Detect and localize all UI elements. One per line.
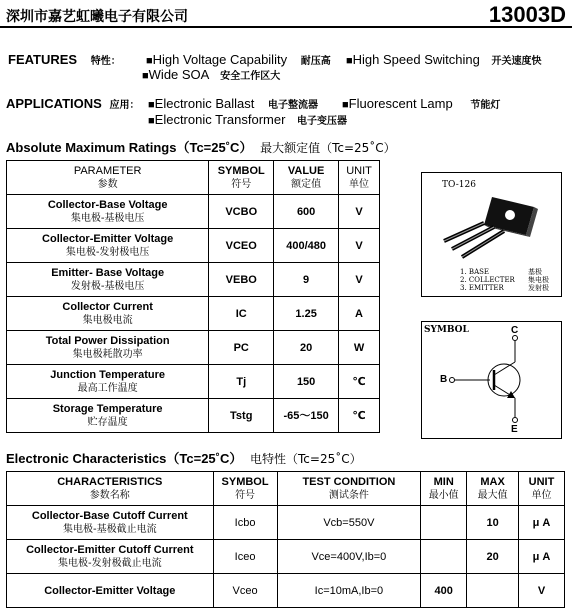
table-row — [7, 331, 380, 365]
package-name: TO-126 — [442, 180, 476, 190]
symbol-cell: VCEO — [209, 229, 274, 263]
unit-cell: V — [339, 229, 380, 263]
unit-cell: ℃ — [339, 399, 380, 433]
unit-cell: W — [339, 331, 380, 365]
features-line-1 — [8, 52, 121, 67]
elec-title-cn: 电特性（Tc=25˚C） — [250, 452, 362, 466]
value-cell: 9 — [274, 263, 339, 297]
elec-title — [6, 448, 362, 467]
value-cell: -65～150 — [274, 399, 339, 433]
param-cell: Total Power Dissipation 集电极耗散功率 — [7, 331, 209, 365]
param-cell: Emitter- Base Voltage 发射极-基极电压 — [7, 263, 209, 297]
elec-title-en: Electronic Characteristics（Tc=25˚C） — [6, 451, 243, 466]
value-cell: 150 — [274, 365, 339, 399]
unit-cell: V — [339, 195, 380, 229]
bullet-square-icon: ■ — [342, 99, 349, 111]
bullet-square-icon: ■ — [142, 70, 149, 82]
symbol-cell: VEBO — [209, 263, 274, 297]
part-number: 13003D — [488, 2, 566, 27]
pin-item: 1. BASE — [460, 268, 490, 276]
application-label-cn: 电子变压器 — [297, 116, 348, 127]
header-symbol: SYMBOL 符号 — [213, 472, 277, 506]
condition-cell: Ic=10mA,Ib=0 — [277, 574, 421, 608]
value-cell: 400/480 — [274, 229, 339, 263]
symbol-cell: PC — [209, 331, 274, 365]
char-cell: Collector-Base Cutoff Current 集电极-基极截止电流 — [7, 506, 214, 540]
applications-label-cn: 应用： — [109, 100, 140, 111]
feature-label-cn: 开关速度快 — [491, 56, 542, 67]
unit-cell: V — [519, 574, 565, 608]
application-label: Electronic Ballast — [154, 96, 255, 111]
application-item-2 — [342, 96, 500, 111]
table-row — [7, 506, 565, 540]
symbol-cell: Iceo — [213, 540, 277, 574]
symbol-cell: Tstg — [209, 399, 274, 433]
table-row — [7, 365, 380, 399]
application-label: Fluorescent Lamp — [348, 96, 453, 111]
pin-list-cn — [528, 268, 549, 292]
npn-transistor-icon — [422, 322, 561, 438]
feature-item-2 — [346, 52, 541, 67]
min-cell: 400 — [421, 574, 467, 608]
application-label-cn: 电子整流器 — [268, 100, 318, 111]
abs-max-title-en: Absolute Maximum Ratings（Tc=25˚C） — [6, 140, 253, 155]
value-cell: 1.25 — [274, 297, 339, 331]
param-cell: Collector-Emitter Voltage 集电极-发射极电压 — [7, 229, 209, 263]
condition-cell: Vcb=550V — [277, 506, 421, 540]
feature-label: High Voltage Capability — [152, 52, 288, 67]
unit-cell: A — [339, 297, 380, 331]
pin-item-cn: 基极 — [528, 268, 542, 276]
company-name: 深圳市嘉艺虹曦电子有限公司 — [6, 9, 188, 25]
header-unit: UNIT 单位 — [519, 472, 565, 506]
abs-max-title — [6, 137, 396, 156]
max-cell: 10 — [467, 506, 519, 540]
unit-cell: μ A — [519, 506, 565, 540]
features-label-cn: 特性： — [90, 56, 121, 67]
table-header-row — [7, 161, 380, 195]
header-value: VALUE 额定值 — [274, 161, 339, 195]
feature-label-cn: 安全工作区大 — [220, 71, 281, 82]
pin-list — [460, 268, 515, 292]
table-row — [7, 229, 380, 263]
param-cell: Collector-Base Voltage 集电极-基极电压 — [7, 195, 209, 229]
symbol-cell: IC — [209, 297, 274, 331]
symbol-cell: Tj — [209, 365, 274, 399]
unit-cell: ℃ — [339, 365, 380, 399]
max-cell: 20 — [467, 540, 519, 574]
feature-item-1 — [146, 52, 331, 67]
min-cell — [421, 540, 467, 574]
emitter-label: E — [511, 424, 518, 435]
symbol-cell: VCBO — [209, 195, 274, 229]
condition-cell: Vce=400V,Ib=0 — [277, 540, 421, 574]
base-label: B — [440, 374, 448, 385]
application-label: Electronic Transformer — [154, 112, 286, 127]
param-cell: Storage Temperature 贮存温度 — [7, 399, 209, 433]
min-cell — [421, 506, 467, 540]
table-row — [7, 399, 380, 433]
unit-cell: μ A — [519, 540, 565, 574]
bullet-square-icon: ■ — [346, 55, 353, 67]
header-min: MIN 最小值 — [421, 472, 467, 506]
symbol-title: SYMBOL — [424, 325, 469, 335]
feature-item-3 — [142, 67, 280, 82]
features-label: FEATURES — [8, 52, 78, 67]
header-characteristics: CHARACTERISTICS 参数名称 — [7, 472, 214, 506]
abs-max-title-cn: 最大额定值（Tc=25˚C） — [260, 141, 396, 155]
bullet-square-icon: ■ — [146, 55, 153, 67]
to126-package-icon — [422, 173, 561, 268]
symbol-cell: Icbo — [213, 506, 277, 540]
application-item-1 — [148, 96, 318, 111]
char-cell: Collector-Emitter Voltage — [7, 574, 214, 608]
table-row — [7, 263, 380, 297]
pin-item: 2. COLLECTER — [460, 276, 515, 284]
applications-line-1 — [6, 96, 139, 111]
feature-label: High Speed Switching — [352, 52, 480, 67]
header-parameter: PARAMETER 参数 — [7, 161, 209, 195]
bullet-square-icon: ■ — [148, 115, 155, 127]
applications-label: APPLICATIONS — [6, 96, 102, 111]
table-row — [7, 540, 565, 574]
unit-cell: V — [339, 263, 380, 297]
bullet-square-icon: ■ — [148, 99, 155, 111]
header-max: MAX 最大值 — [467, 472, 519, 506]
feature-label-cn: 耐压高 — [300, 56, 331, 67]
char-cell: Collector-Emitter Cutoff Current 集电极-发射极截止电流 — [7, 540, 214, 574]
elec-table — [6, 471, 565, 608]
collector-label: C — [511, 325, 519, 336]
header-test-condition: TEST CONDITION 测试条件 — [277, 472, 421, 506]
header-symbol: SYMBOL 符号 — [209, 161, 274, 195]
pin-item-cn: 集电极 — [528, 276, 549, 284]
feature-label: Wide SOA — [148, 67, 209, 82]
abs-max-table — [6, 160, 380, 433]
package-figure — [421, 172, 562, 297]
application-label-cn: 节能灯 — [470, 100, 501, 111]
value-cell: 20 — [274, 331, 339, 365]
symbol-figure — [421, 321, 562, 439]
symbol-cell: Vceo — [213, 574, 277, 608]
application-item-3 — [148, 112, 347, 127]
param-cell: Collector Current 集电极电流 — [7, 297, 209, 331]
header-rule — [0, 26, 572, 28]
value-cell: 600 — [274, 195, 339, 229]
param-cell: Junction Temperature 最高工作温度 — [7, 365, 209, 399]
pin-item-cn: 发射极 — [528, 284, 549, 292]
table-row — [7, 297, 380, 331]
pin-item: 3. EMITTER — [460, 284, 504, 292]
table-row — [7, 195, 380, 229]
table-header-row — [7, 472, 565, 506]
header-unit: UNIT 单位 — [339, 161, 380, 195]
